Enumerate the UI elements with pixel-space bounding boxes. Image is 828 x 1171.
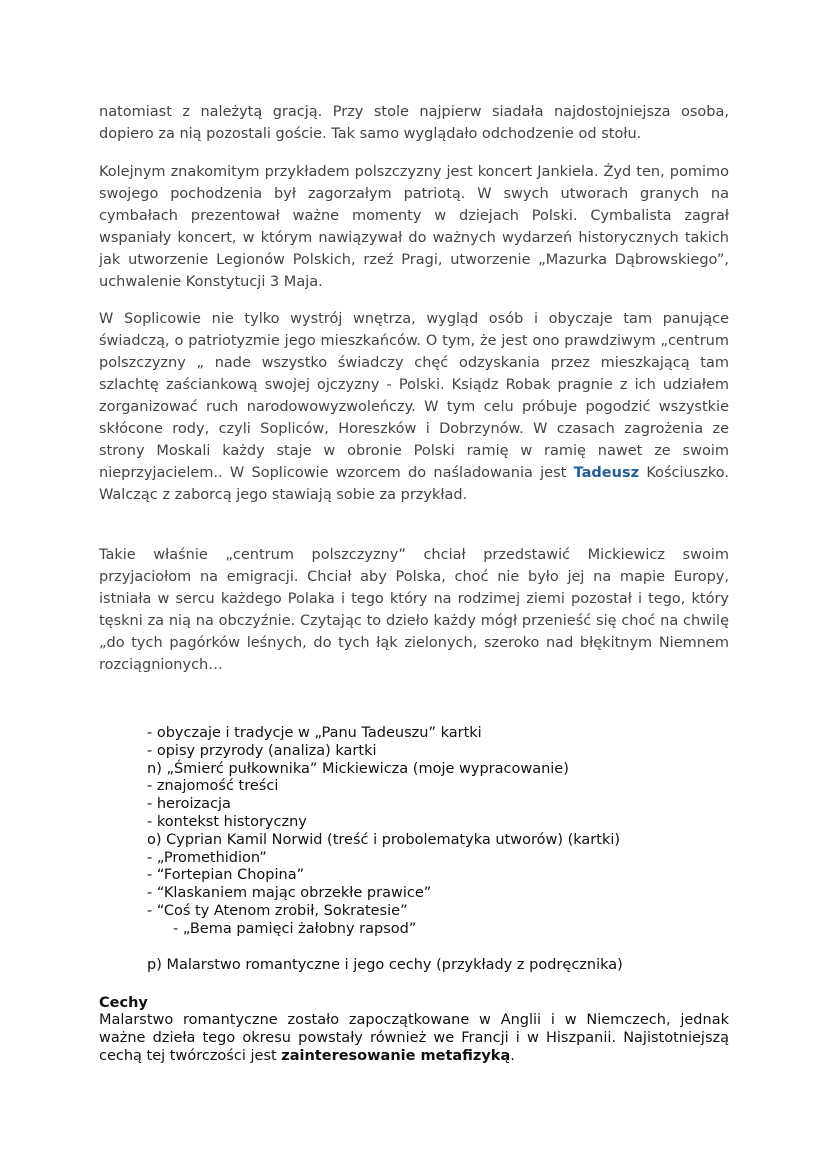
list-item: - opisy przyrody (analiza) kartki bbox=[147, 742, 377, 759]
list-item: n) „Śmierć pułkownika” Mickiewicza (moje wypracowanie) bbox=[147, 760, 569, 777]
paragraph-jankiel-concert: Kolejnym znakomitym przykładem polszczyzny jest koncert Jankiela. Żyd ten, pomimo swojego pochodzenia był zagorzałym patriotą. W swych utworach granych na cymbałach prezentował ważne momenty w dziejach Polski. Cymbalista zagrał wspaniały koncert, w którym nawiązywał do ważnych wydarzeń historycznych takich jak utworzenie Legionów Polskich, rzeź Pragi, utworzenie „Mazurka Dąbrowskiego”, uchwalenie Konstytucji 3 Maja. bbox=[99, 164, 729, 290]
paragraph-cechy-text-a: Malarstwo romantyczne zostało zapoczątkowane w Anglii i w Niemczech, jednak ważne dzieła tego okresu powstały również we Francji i w Hiszpanii. Najistotniejszą cechą tej twórczości jest bbox=[99, 1012, 729, 1064]
list-item: p) Malarstwo romantyczne i jego cechy (przykłady z podręcznika) bbox=[147, 956, 623, 973]
paragraph-soplicowo-text-b: Kościuszko. Walcząc z zaborcą jego stawiają sobie za przykład. bbox=[99, 465, 729, 503]
topic-list bbox=[147, 725, 747, 974]
list-item: - znajomość treści bbox=[147, 778, 279, 795]
list-item: - „Promethidion” bbox=[147, 849, 267, 866]
paragraph-soplicowo bbox=[99, 308, 729, 506]
list-item: - “Coś ty Atenom zrobił, Sokratesie” bbox=[147, 902, 408, 919]
list-item: - kontekst historyczny bbox=[147, 813, 307, 830]
paragraph-soplicowo-text-a: W Soplicowie nie tylko wystrój wnętrza, wygląd osób i obyczaje tam panujące świadczą, o patriotyzmie jego mieszkańców. O tym, że jest ono prawdziwym „centrum polszczyzny „ nade wszystko świadczy chęć odzyskania przez mieszkającą tam szlachtę zaściankową swojej ojczyzny - Polski. Ksiądz Robak pragnie z ich udziałem zorganizować ruch narodowowyzwoleńczy. W tym celu próbuje pogodzić wszystkie skłócone rody, czyli Sopliców, Horeszków i Dobrzynów. W czasach zagrożenia ze strony Moskali każdy staje w obronie Polski ramię w ramię nawet ze swoim nieprzyjacielem.. W Soplicowie wzorcem do naśladowania jest bbox=[99, 311, 729, 481]
bold-phrase-metafizyka: zainteresowanie metafizyką bbox=[281, 1047, 511, 1064]
paragraph-cechy-text-b: . bbox=[510, 1047, 515, 1064]
highlighted-word-tadeusz[interactable]: Tadeusz bbox=[573, 465, 640, 481]
list-item: - “Klaskaniem mając obrzekłe prawice” bbox=[147, 885, 432, 902]
list-item: - heroizacja bbox=[147, 796, 231, 813]
list-item: - “Fortepian Chopina” bbox=[147, 867, 305, 884]
list-item: o) Cyprian Kamil Norwid (treść i probolematyka utworów) (kartki) bbox=[147, 831, 621, 848]
paragraph-centrum-polszczyzny: Takie właśnie „centrum polszczyzny” chciał przedstawić Mickiewicz swoim przyjaciołom na emigracji. Chciał aby Polska, choć nie było jej na mapie Europy, istniała w sercu każdego Polaka i tego który na rodzimej ziemi pozostał i tego, który tęskni za nią na obczyźnie. Czytając to dzieło każdy mógł przenieść się choć na chwilę „do tych pagórków leśnych, do tych łąk zielonych, szeroko nad błękitnym Niemnem rozciągnionych… bbox=[99, 547, 729, 673]
section-heading-cechy: Cechy bbox=[99, 995, 148, 1011]
list-item: - „Bema pamięci żałobny rapsod” bbox=[173, 920, 417, 937]
paragraph-cechy bbox=[99, 1012, 729, 1065]
list-item: - obyczaje i tradycje w „Panu Tadeuszu” kartki bbox=[147, 725, 482, 741]
paragraph-etiquette: natomiast z należytą gracją. Przy stole najpierw siadała najdostojniejsza osoba, dopiero za nią pozostali goście. Tak samo wyglądało odchodzenie od stołu. bbox=[99, 104, 729, 142]
